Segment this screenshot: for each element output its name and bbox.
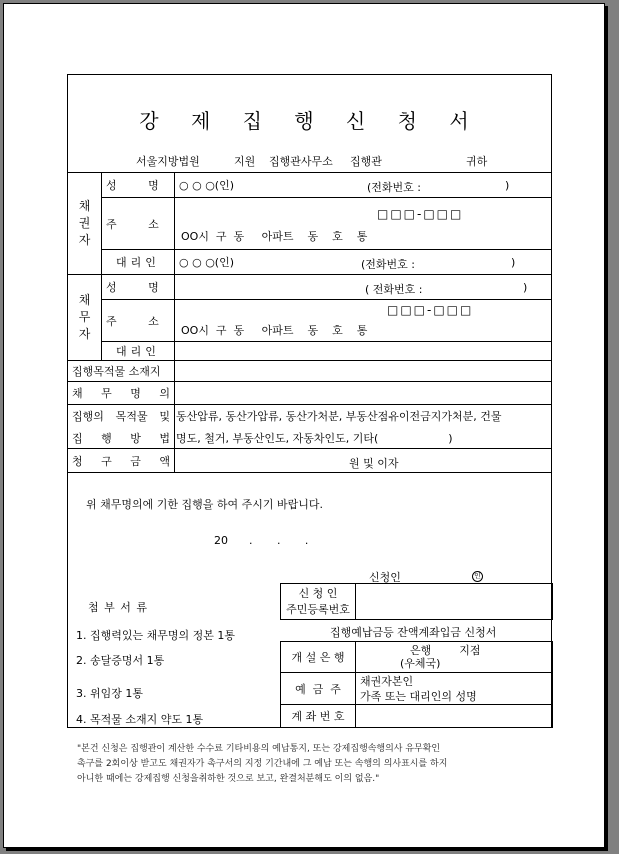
notice-line3: 아니한 때에는 강제집행 신청을취하한 것으로 보고, 완결처분해도 이의 없음." — [77, 774, 380, 784]
honorific-label: 귀하 — [466, 155, 488, 168]
creditor-name-cell[interactable] — [175, 173, 552, 198]
debtor-name-label: 성 명 — [102, 275, 175, 300]
purpose-value-line2: 명도, 철거, 부동산인도, 자동차인도, 기타( ) — [176, 431, 453, 445]
debtor-phone-label: ( 전화번호 : — [365, 283, 423, 296]
debt-title-label: 채 무 명 의 — [68, 382, 175, 405]
bank-label: 개 설 은 행 — [281, 642, 356, 673]
debtor-agent-cell[interactable] — [175, 342, 552, 361]
notice-line1: "본건 신청은 집행관이 계산한 수수료 기타비용의 예납통지, 또는 강제집행속행의사 유무확인 — [77, 744, 441, 754]
notice-text — [77, 742, 547, 787]
document-page — [3, 3, 605, 848]
debt-title-cell[interactable] — [175, 382, 552, 405]
creditor-address-label: 주 소 — [102, 198, 175, 250]
attachments-header: 첨 부 서 류 — [88, 601, 148, 614]
applicant-box — [280, 583, 553, 620]
creditor-section-label: 채 권 자 — [68, 173, 102, 275]
notice-line2: 촉구를 2회이상 받고도 채권자가 촉구서의 지정 기간내에 그 예납 또는 속행의 의사표시를 하지 — [77, 759, 448, 769]
application-table — [67, 172, 552, 473]
deposit-table — [280, 641, 553, 728]
debtor-section-label: 채 무 자 — [68, 275, 102, 361]
claim-amount-cell[interactable] — [175, 449, 552, 473]
debtor-agent-label: 대리인 — [102, 342, 175, 361]
applicant-box-line1: 신 청 인 — [298, 586, 338, 600]
holder-value-line2: 가족 또는 대리인의 성명 — [360, 689, 477, 703]
location-cell[interactable] — [175, 361, 552, 382]
creditor-agent-cell[interactable] — [175, 250, 552, 275]
creditor-agent-label: 대리인 — [102, 250, 175, 275]
officer-label: 집행관 — [350, 155, 382, 168]
creditor-agent-phone-label: (전화번호 : — [361, 258, 415, 271]
creditor-address-cell[interactable] — [175, 198, 552, 250]
office-label: 집행관사무소 — [269, 155, 333, 168]
debtor-phone-close: ) — [523, 281, 528, 294]
creditor-address-value: OO시 구 동 아파트 동 호 통 — [181, 230, 368, 243]
creditor-phone-close: ) — [505, 179, 510, 192]
holder-value-line1: 채권자본인 — [360, 674, 414, 688]
date-text: 20 . . . — [214, 534, 309, 547]
applicant-box-line2: 주민등록번호 — [286, 602, 350, 616]
account-label: 계 좌 번 호 — [281, 705, 356, 728]
bank-value-line2: (우체국) — [400, 657, 441, 670]
purpose-value-line1: 동산압류, 동산가압류, 동산가처분, 부동산점유이전금지가처분, 건물 — [176, 409, 502, 423]
bank-value-line1: 은행 지점 — [410, 644, 481, 657]
branch-label: 지원 — [234, 155, 256, 168]
seal-icon: 인 — [472, 568, 483, 582]
creditor-phone-label: (전화번호 : — [367, 181, 421, 194]
attachment-item: 2. 송달증명서 1통 — [76, 654, 165, 667]
debtor-name-cell[interactable] — [175, 275, 552, 300]
debtor-address-cell[interactable] — [175, 300, 552, 342]
claim-amount-value: 원 및 이자 — [349, 457, 399, 470]
request-text: 위 채무명의에 기한 집행을 하여 주시기 바랍니다. — [86, 498, 323, 511]
creditor-name-label: 성 명 — [102, 173, 175, 198]
purpose-label — [68, 405, 175, 449]
debtor-address-value: OO시 구 동 아파트 동 호 통 — [181, 324, 368, 337]
application-form — [67, 74, 552, 728]
purpose-cell[interactable] — [175, 405, 552, 449]
form-title: 강 제 집 행 신 청 서 — [139, 109, 482, 133]
debtor-address-label: 주 소 — [102, 300, 175, 342]
debtor-postcode: □□□-□□□ — [387, 303, 474, 317]
purpose-label-line2: 집 행 방 법 — [72, 431, 170, 445]
account-cell[interactable] — [356, 705, 553, 728]
claim-amount-label: 청 구 금 액 — [68, 449, 175, 473]
holder-label: 예 금 주 — [281, 673, 356, 705]
deposit-title: 집행예납금등 잔액계좌입금 신청서 — [330, 626, 497, 639]
creditor-postcode: □□□-□□□ — [377, 207, 464, 221]
court-name: 서울지방법원 — [136, 155, 200, 168]
attachment-item: 3. 위임장 1통 — [76, 687, 143, 700]
holder-cell[interactable] — [356, 673, 553, 705]
attachment-item: 1. 집행력있는 채무명의 정본 1통 — [76, 629, 235, 642]
location-label: 집행목적물 소재지 — [68, 361, 175, 382]
applicant-id-label — [281, 584, 356, 620]
applicant-id-cell[interactable] — [356, 584, 553, 620]
attachment-item: 4. 목적물 소재지 약도 1통 — [76, 713, 204, 726]
creditor-name-value: ○ ○ ○(인) — [179, 179, 234, 192]
creditor-agent-value: ○ ○ ○(인) — [179, 256, 234, 269]
applicant-label: 신청인 — [369, 571, 401, 584]
purpose-label-line1: 집행의 목적물 및 — [72, 409, 170, 423]
bank-cell[interactable] — [356, 642, 553, 673]
creditor-agent-phone-close: ) — [511, 256, 516, 269]
